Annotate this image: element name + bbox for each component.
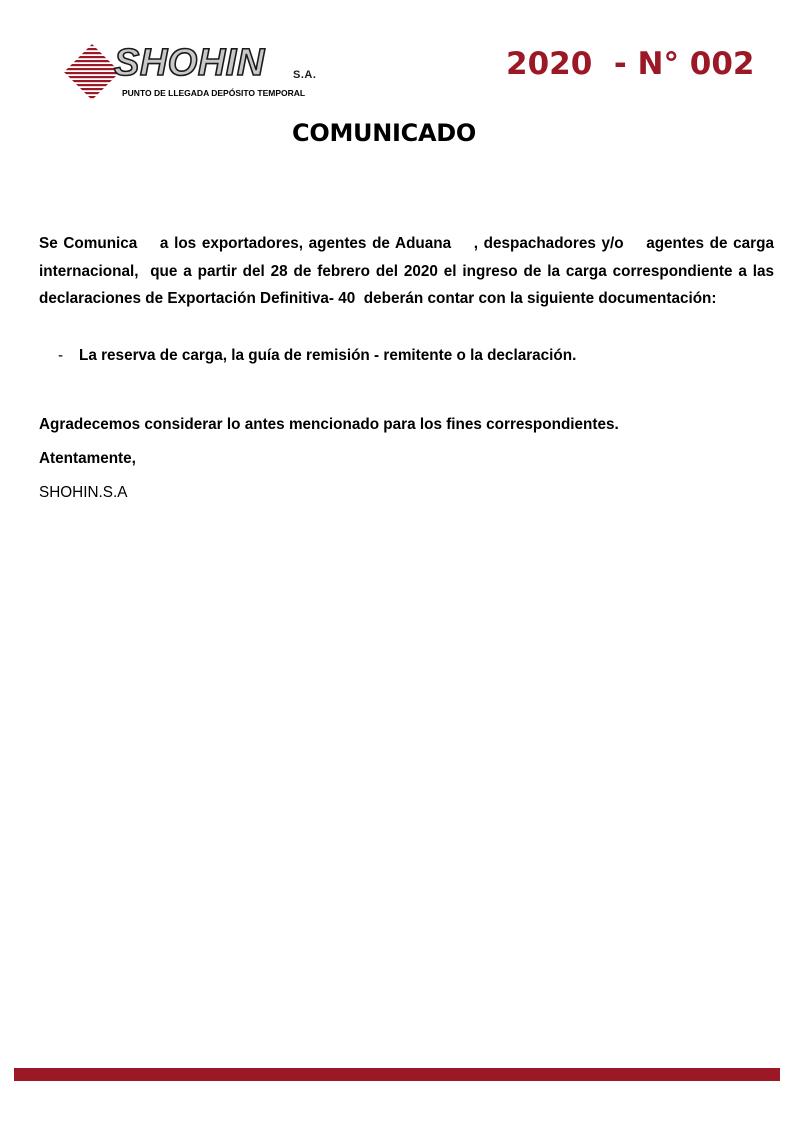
logo-wordmark: SHOHIN — [114, 42, 265, 84]
communique-body — [39, 230, 779, 313]
logo-suffix: S.A. — [293, 69, 317, 81]
closing-line: Atentamente, — [39, 450, 136, 467]
document-title: COMUNICADO — [292, 119, 476, 147]
requirement-item — [58, 344, 576, 368]
list-bullet: - — [58, 347, 64, 364]
company-logo — [62, 42, 332, 102]
thanks-line: Agradecemos considerar lo antes mencionado para los fines correspondientes. — [39, 416, 619, 433]
signature: SHOHIN.S.A — [39, 484, 128, 501]
logo-tagline: PUNTO DE LLEGADA DEPÓSITO TEMPORAL — [122, 88, 306, 98]
intro-paragraph: Se Comunica a los exportadores, agentes de Aduana , despachadores y/o agentes de carga internacional, que a partir del 28 de febrero del 2020 el ingreso de la carga correspondiente a las declaraciones de Exportación Definitiva- 40 deberán contar con la siguiente documentación: — [39, 235, 779, 307]
document-number: 2020 - N° 002 — [506, 46, 755, 82]
requirement-text: La reserva de carga, la guía de remisión - remitente o la declaración. — [79, 347, 577, 364]
footer-bar — [14, 1068, 780, 1081]
